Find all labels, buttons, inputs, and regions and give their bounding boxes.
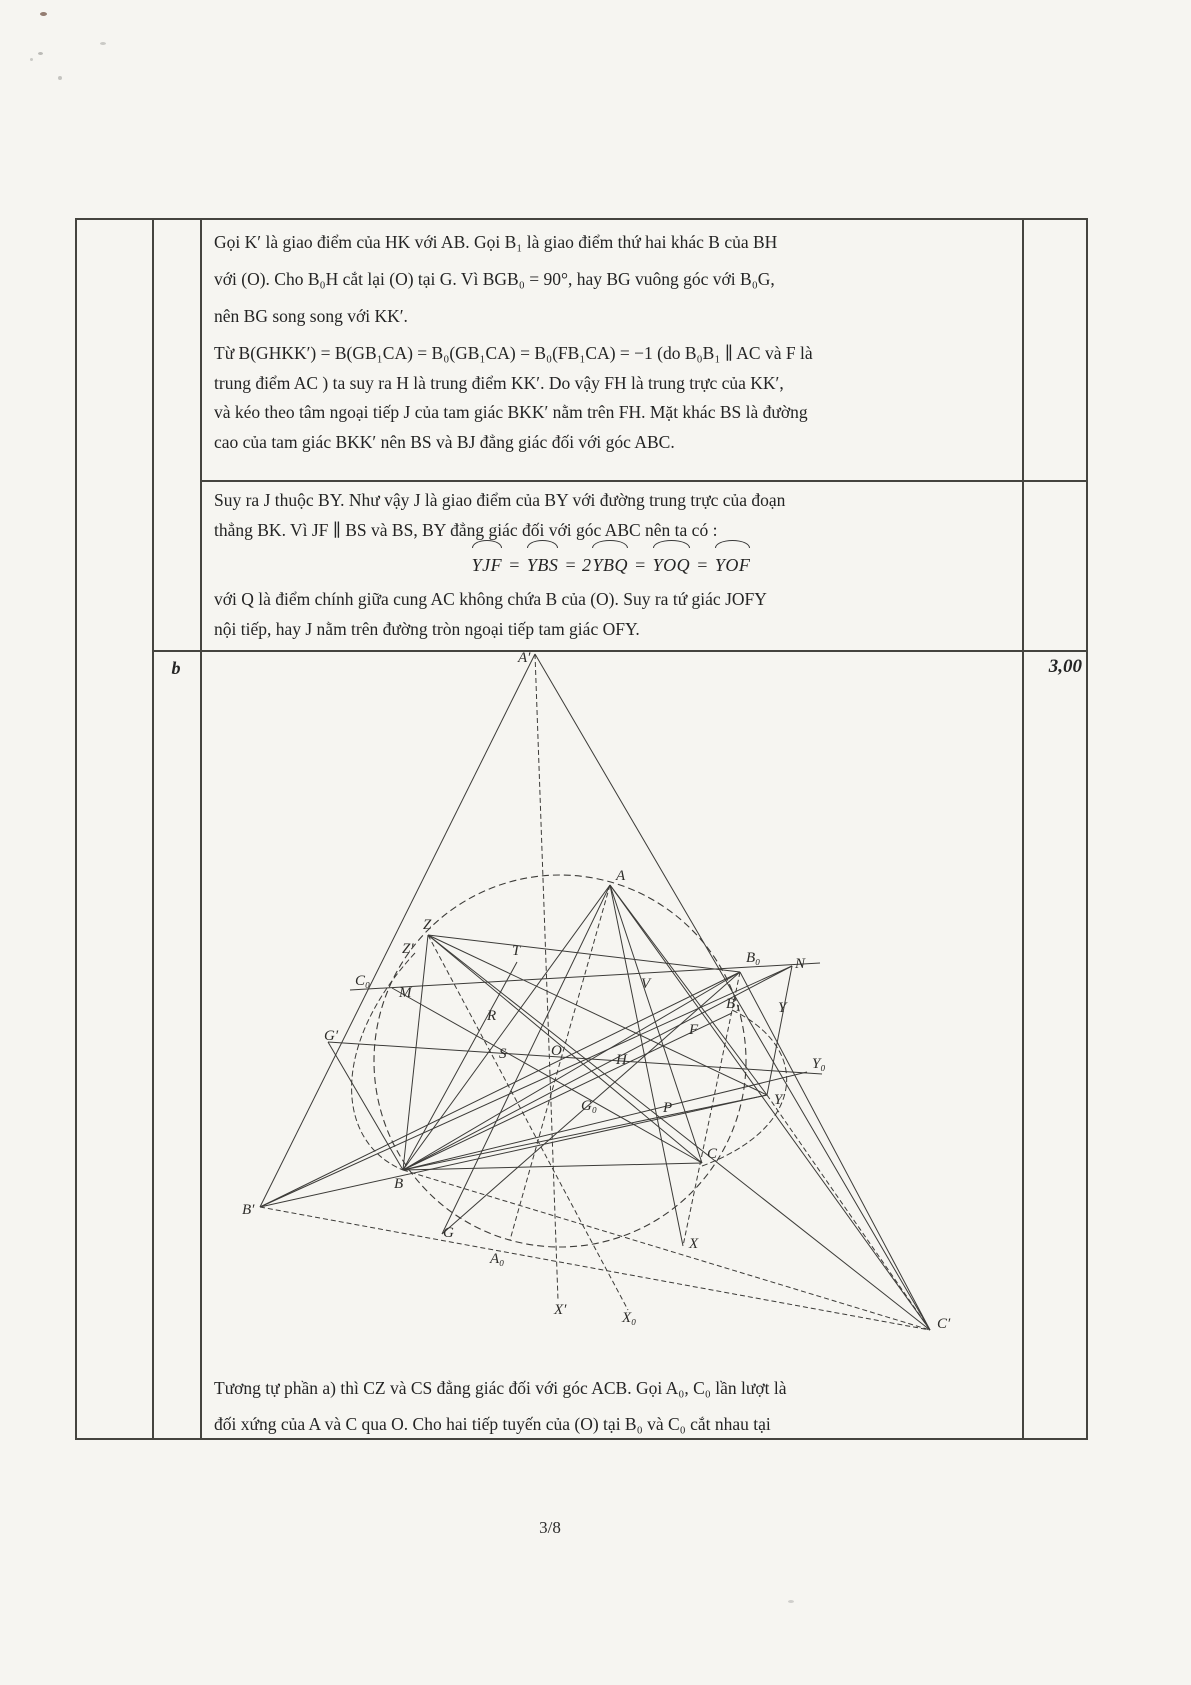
point-label: Y [778, 1000, 787, 1016]
point-label: Z′ [402, 941, 414, 957]
page-number: 3/8 [539, 1518, 561, 1537]
point-label: X₀ [622, 1310, 637, 1326]
point-label: Y [774, 1092, 783, 1108]
scan-speck [30, 58, 33, 61]
diagram-svg [200, 650, 1022, 1370]
point-label: G′ [324, 1028, 339, 1044]
row-label-b: b [171, 658, 181, 678]
point-label: G₀ [581, 1098, 598, 1114]
point-label: N [795, 956, 806, 972]
table-border-top [75, 218, 1088, 220]
diagram-line [392, 988, 702, 1163]
table-border-left [75, 218, 77, 1440]
diagram-line [740, 972, 930, 1330]
diagram-line [328, 1042, 403, 1170]
point-label: B₀ [746, 950, 761, 966]
geometry-diagram [200, 650, 1022, 1370]
point-label: A₀ [490, 1251, 505, 1267]
text-line: với (O). Cho B₀H cắt lại (O) tại G. Vì BGB₀ = 90°, hay BG vuông góc với B₀G, [214, 269, 775, 289]
point-label: H [616, 1052, 627, 1068]
text-line: Gọi K′ là giao điểm của HK với AB. Gọi B₁ là giao điểm thứ hai khác B của BH [214, 232, 778, 252]
point-label: G [443, 1225, 454, 1241]
diagram-line [428, 935, 930, 1330]
text-line: cao của tam giác BKK′ nên BS và BJ đẳng giác đối với góc ABC. [214, 431, 675, 452]
arc-angle-term: YOQ [652, 545, 692, 585]
solution-text-block-2 [202, 486, 1020, 644]
point-label: B′ [242, 1202, 255, 1218]
angle-equation: YJF = YBS = 2YBQ = YOQ = YOF [214, 545, 1008, 585]
solution-text-block-3 [202, 1370, 1020, 1442]
arc-angle-term: YOF [714, 545, 752, 585]
paragraph [214, 1370, 1008, 1442]
scan-speck [100, 42, 106, 45]
point-label: C [707, 1146, 718, 1162]
point-label: A [616, 868, 626, 884]
diagram-line [535, 654, 558, 1300]
paragraph [214, 339, 1008, 457]
arc-angle-term: YBQ [591, 545, 629, 585]
point-label: X′ [554, 1302, 567, 1318]
diagram-line [403, 962, 517, 1170]
point-label: T [512, 943, 521, 959]
solution-table [75, 218, 1088, 1440]
point-label: O [551, 1043, 562, 1059]
text-line: đối xứng của A và C qua O. Cho hai tiếp tuyến của (O) tại B₀ và C₀ cắt nhau tại [214, 1414, 771, 1434]
point-label: B₁ [726, 996, 741, 1012]
diagram-line [260, 654, 535, 1207]
diagram-line [683, 972, 740, 1246]
scan-speck [40, 12, 47, 16]
text-line: với Q là điểm chính giữa cung AC không chứa B của (O). Suy ra tứ giác JOFY [214, 589, 767, 609]
point-label: B [394, 1176, 404, 1192]
diagram-line [535, 654, 930, 1330]
diagram-line [767, 1095, 930, 1330]
text-line: nên BG song song với KK′. [214, 306, 408, 326]
diagram-line [610, 885, 930, 1330]
point-label: C′ [937, 1316, 951, 1332]
paragraph [214, 585, 1008, 644]
text-line: Tương tự phần a) thì CZ và CS đẳng giác đối với góc ACB. Gọi A₀, C₀ lần lượt là [214, 1378, 787, 1398]
score-value: 3,00 [1048, 656, 1082, 677]
table-divider-score [1022, 218, 1024, 1440]
text-line: Suy ra J thuộc BY. Như vậy J là giao điểm của BY với đường trung trực của đoạn [214, 490, 786, 510]
solution-text-block-1 [202, 224, 1020, 457]
scan-speck [38, 52, 43, 55]
text-line: thẳng BK. Vì JF ∥ BS và BS, BY đẳng giác đối với góc ABC nên ta có : [214, 519, 718, 540]
point-label: V [641, 976, 651, 992]
point-label: X [689, 1236, 699, 1252]
point-label: Y₀ [812, 1056, 826, 1072]
paragraph [214, 486, 1008, 545]
diagram-line [428, 935, 740, 972]
scan-speck [788, 1600, 794, 1603]
point-label: Z [423, 917, 432, 933]
text-line: trung điểm AC ) ta suy ra H là trung điểm KK′. Do vậy FH là trung trực của KK′, [214, 372, 784, 393]
table-border-right [1086, 218, 1088, 1440]
arc-angle-term: YJF [471, 545, 504, 585]
text-line: Từ B(GHKK′) = B(GB₁CA) = B₀(GB₁CA) = B₀(FB₁CA) = −1 (do B₀B₁ ∥ AC và F là [214, 343, 813, 363]
point-label: R [487, 1008, 497, 1024]
point-label: M [399, 985, 412, 1001]
scan-speck [58, 76, 62, 80]
diagram-line [260, 1207, 930, 1330]
arc-angle-term: YBS [526, 545, 560, 585]
diagram-line [260, 966, 792, 1207]
point-label: F [689, 1022, 699, 1038]
text-line: nội tiếp, hay J nằm trên đường tròn ngoại tiếp tam giác OFY. [214, 618, 640, 639]
table-row-divider-1 [200, 480, 1088, 482]
table-divider-col1 [152, 218, 154, 1440]
diagram-line [350, 963, 820, 990]
text-line: và kéo theo tâm ngoại tiếp J của tam giác BKK′ nằm trên FH. Mặt khác BS là đường [214, 402, 808, 422]
paragraph [214, 224, 1008, 335]
point-label: P [663, 1100, 673, 1116]
point-label: C₀ [355, 973, 371, 989]
point-label: A′ [518, 650, 531, 666]
point-label: S [499, 1046, 507, 1062]
